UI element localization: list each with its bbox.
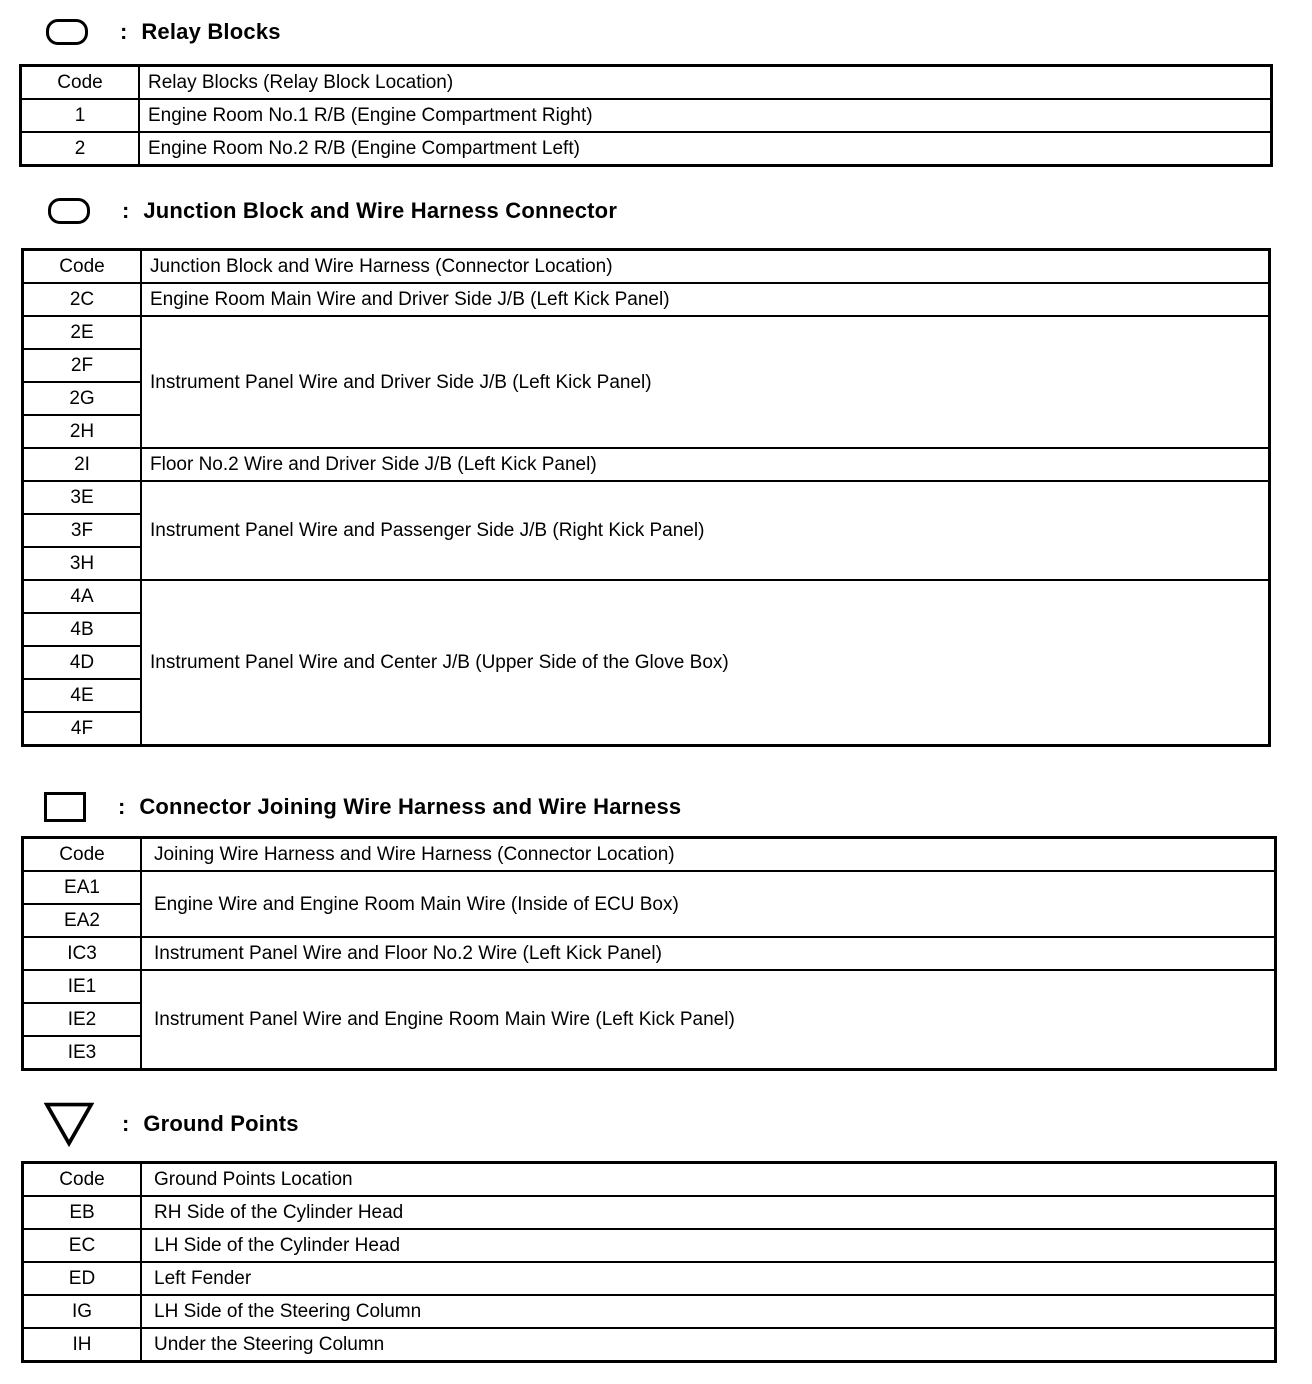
code-cell: 2C — [23, 283, 142, 316]
code-cell: 2F — [23, 349, 142, 382]
table-row — [23, 937, 1276, 970]
code-cell: 2 — [21, 132, 140, 166]
table-header-row — [21, 66, 1272, 100]
table-row — [23, 283, 1270, 316]
connector-joining-heading — [40, 787, 681, 827]
desc-cell: Under the Steering Column — [141, 1328, 1276, 1362]
code-cell: EA2 — [23, 904, 142, 937]
rounded-rect-symbol-icon — [42, 14, 92, 50]
table-row — [23, 1328, 1276, 1362]
triangle-down-symbol-icon — [44, 1106, 94, 1142]
desc-cell: Left Fender — [141, 1262, 1276, 1295]
table-row — [23, 1196, 1276, 1229]
code-cell: 4B — [23, 613, 142, 646]
desc-cell: Instrument Panel Wire and Engine Room Main Wire (Left Kick Panel) — [141, 970, 1276, 1070]
table-row — [23, 1295, 1276, 1328]
code-cell: 4D — [23, 646, 142, 679]
table-row — [23, 871, 1276, 904]
heading-colon: : — [122, 198, 130, 223]
code-cell: IH — [23, 1328, 142, 1362]
code-cell: 4A — [23, 580, 142, 613]
desc-cell: Engine Room No.2 R/B (Engine Compartment Left) — [139, 132, 1272, 166]
desc-cell: Engine Room Main Wire and Driver Side J/B (Left Kick Panel) — [141, 283, 1270, 316]
desc-cell: Instrument Panel Wire and Center J/B (Upper Side of the Glove Box) — [141, 580, 1270, 746]
code-cell: 2E — [23, 316, 142, 349]
code-cell: 2G — [23, 382, 142, 415]
code-cell: IE1 — [23, 970, 142, 1003]
section-title: Junction Block and Wire Harness Connector — [143, 198, 618, 223]
table-header-row — [23, 250, 1270, 284]
desc-cell: Floor No.2 Wire and Driver Side J/B (Left Kick Panel) — [141, 448, 1270, 481]
table-row — [23, 580, 1270, 613]
ground-points-heading — [44, 1104, 299, 1144]
heading-colon: : — [122, 1111, 130, 1136]
code-cell: IG — [23, 1295, 142, 1328]
code-cell: 3F — [23, 514, 142, 547]
desc-cell: Engine Wire and Engine Room Main Wire (Inside of ECU Box) — [141, 871, 1276, 937]
code-cell: 3H — [23, 547, 142, 580]
desc-cell: LH Side of the Cylinder Head — [141, 1229, 1276, 1262]
code-cell: 4F — [23, 712, 142, 746]
code-header: Code — [23, 250, 142, 284]
code-cell: 2I — [23, 448, 142, 481]
table-row — [23, 448, 1270, 481]
table-row — [23, 316, 1270, 349]
code-cell: EC — [23, 1229, 142, 1262]
heading-colon: : — [120, 19, 128, 44]
code-header: Code — [23, 1163, 142, 1197]
code-cell: ED — [23, 1262, 142, 1295]
relay-blocks-heading — [42, 12, 281, 52]
connector-joining-table — [21, 836, 1277, 1071]
code-cell: EB — [23, 1196, 142, 1229]
code-header: Code — [21, 66, 140, 100]
desc-cell: Instrument Panel Wire and Floor No.2 Wire (Left Kick Panel) — [141, 937, 1276, 970]
code-cell: EA1 — [23, 871, 142, 904]
desc-cell: Engine Room No.1 R/B (Engine Compartment Right) — [139, 99, 1272, 132]
table-row — [23, 1262, 1276, 1295]
rounded-rect-symbol-icon — [44, 193, 94, 229]
table-row — [23, 970, 1276, 1003]
table-row — [21, 132, 1272, 166]
relay-blocks-table — [19, 64, 1273, 167]
desc-cell: RH Side of the Cylinder Head — [141, 1196, 1276, 1229]
table-row — [23, 481, 1270, 514]
desc-cell: LH Side of the Steering Column — [141, 1295, 1276, 1328]
section-title: Ground Points — [143, 1111, 299, 1136]
section-title: Relay Blocks — [141, 19, 281, 44]
code-cell: IC3 — [23, 937, 142, 970]
desc-header: Ground Points Location — [141, 1163, 1276, 1197]
code-cell: IE3 — [23, 1036, 142, 1070]
desc-header: Joining Wire Harness and Wire Harness (Connector Location) — [141, 838, 1276, 872]
ground-points-table — [21, 1161, 1277, 1363]
desc-cell: Instrument Panel Wire and Driver Side J/B (Left Kick Panel) — [141, 316, 1270, 448]
table-row — [21, 99, 1272, 132]
code-header: Code — [23, 838, 142, 872]
desc-cell: Instrument Panel Wire and Passenger Side J/B (Right Kick Panel) — [141, 481, 1270, 580]
table-header-row — [23, 1163, 1276, 1197]
junction-block-table — [21, 248, 1271, 747]
rectangle-symbol-icon — [40, 789, 90, 825]
code-cell: 4E — [23, 679, 142, 712]
heading-colon: : — [118, 794, 126, 819]
code-cell: 1 — [21, 99, 140, 132]
desc-header: Junction Block and Wire Harness (Connector Location) — [141, 250, 1270, 284]
table-row — [23, 1229, 1276, 1262]
code-cell: 3E — [23, 481, 142, 514]
section-title: Connector Joining Wire Harness and Wire Harness — [139, 794, 682, 819]
junction-block-heading — [44, 191, 617, 231]
table-header-row — [23, 838, 1276, 872]
code-cell: IE2 — [23, 1003, 142, 1036]
code-cell: 2H — [23, 415, 142, 448]
desc-header: Relay Blocks (Relay Block Location) — [139, 66, 1272, 100]
